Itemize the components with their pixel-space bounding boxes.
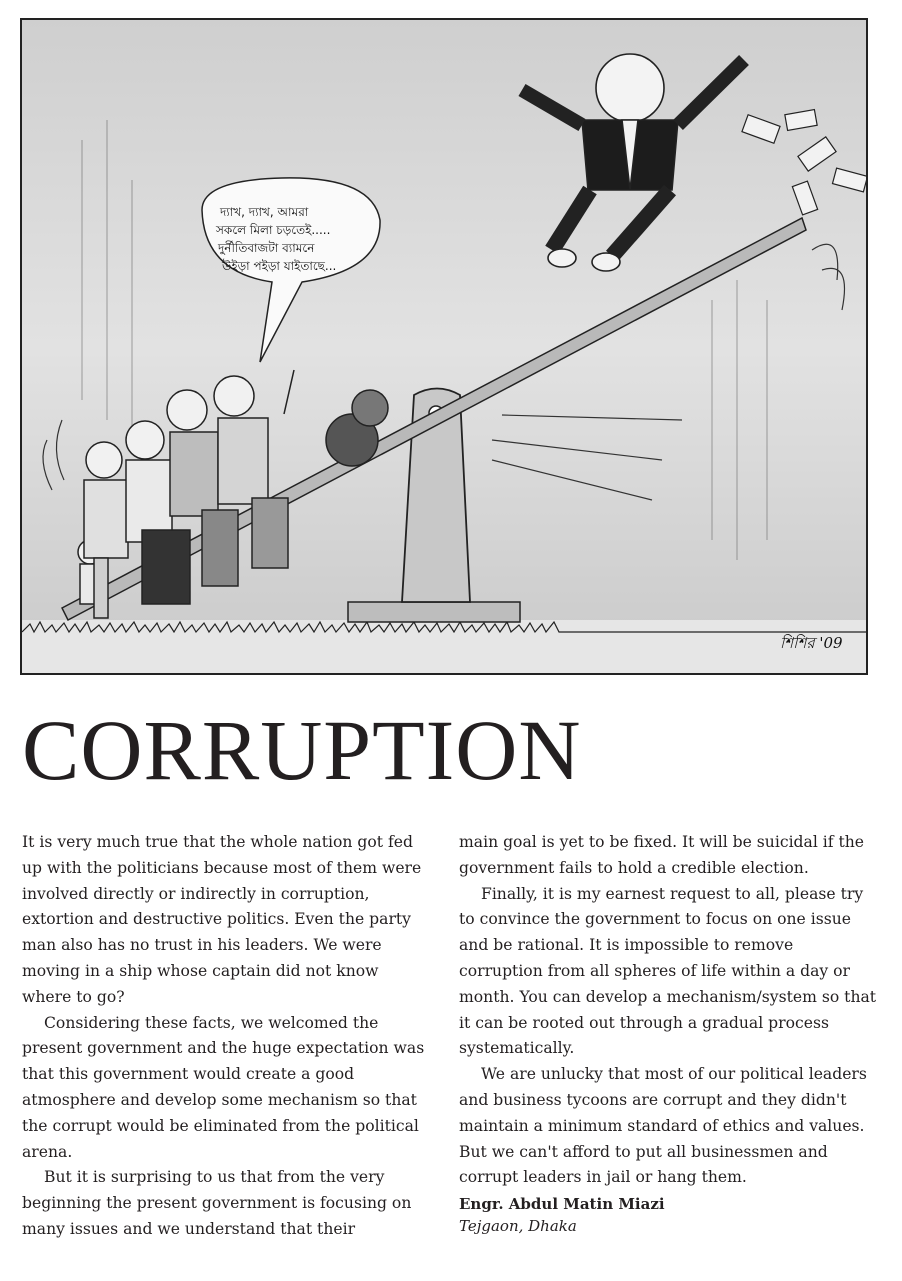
paragraph-1: It is very much true that the whole nation got fed up with the politicians because most of them were involved directly or indirectly in corruption, extortion and destructive politics. Even the party man also has no trust in his leaders. We were moving in a ship whose captain did not know where to go? [22, 833, 422, 1006]
paragraph-2: Considering these facts, we welcomed the present government and the huge expectation was that this government would create a good atmosphere and develop some mechanism so that the corrupt would be eliminated from the political arena. [22, 1013, 425, 1161]
bubble-line-3: দুর্নীতিবাজটা ব্যামনে [218, 241, 315, 255]
paragraph-3: But it is surprising to us that from the very beginning the present government is focusing on many issues and we understand that their [22, 1168, 412, 1238]
paragraph-3-continued: main goal is yet to be fixed. It will be suicidal if the government fails to hold a credible election. [459, 833, 865, 877]
author-name: Engr. Abdul Matin Miazi [459, 1195, 665, 1214]
cartoon-illustration [20, 18, 868, 675]
article-left-column [22, 830, 432, 1243]
author-location: Tejgaon, Dhaka [459, 1217, 577, 1236]
artist-signature: শিশির '09 [780, 634, 843, 652]
paragraph-4: Finally, it is my earnest request to all, please try to convince the government to focus on one issue and be rational. It is impossible to remove corruption from all spheres of life within a day or month. You can develop a mechanism/system so that it can be rooted out through a gradual process systematically. [459, 884, 877, 1058]
bubble-line-1: দ্যাখ, দ্যাখ, আমরা [220, 205, 309, 219]
article-title: CORRUPTION [22, 702, 582, 798]
bubble-line-4: উইড়া পইড়া যাইতাছে... [222, 259, 337, 273]
paragraph-5: We are unlucky that most of our political leaders and business tycoons are corrupt and they didn't maintain a minimum standard of ethics and values. But we can't afford to put all businessmen and corrupt leaders in jail or hang them. [459, 1065, 867, 1187]
seesaw-base [348, 602, 520, 622]
bubble-line-2: সকলে মিলা চড়তেই..... [216, 223, 331, 237]
article-right-column [459, 830, 879, 1237]
cartoon-drawing [22, 20, 868, 675]
